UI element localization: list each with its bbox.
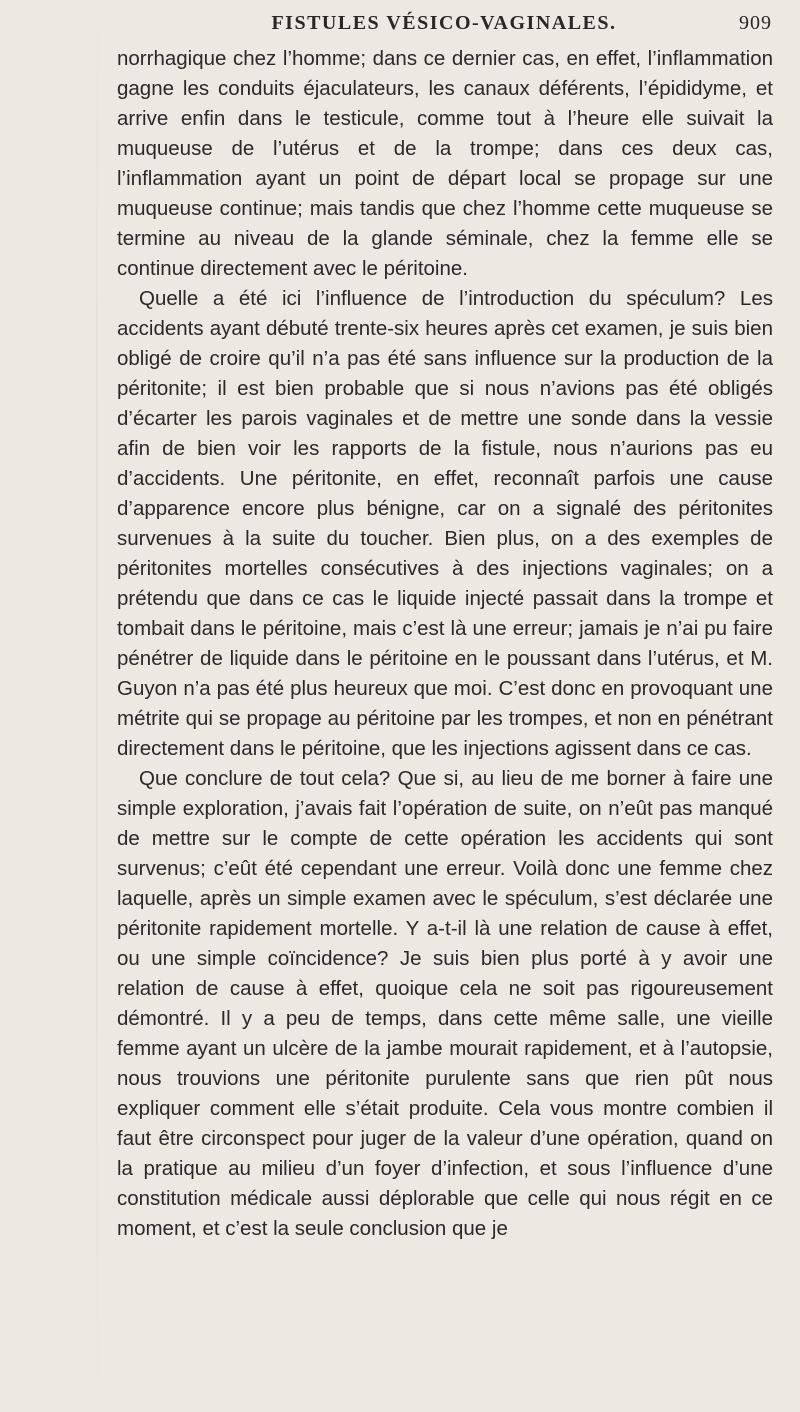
paragraph-continued: norrhagique chez l’homme; dans ce dernier cas, en effet, l’inflammation gagne les conduits éjaculateurs, les canaux déférents, l’épididyme, et arrive enfin dans le testicule, comme tout à l’heure elle suivait la muqueuse de l’utérus et de la trompe; dans ces deux cas, l’inflammation ayant un point de départ local se propage sur une muqueuse continue; mais tandis que chez l’homme cette muqueuse se termine au niveau de la glande séminale, chez la femme elle se continue directement avec le péritoine.	[117, 47, 773, 280]
page-number: 909	[739, 12, 772, 34]
paragraph-speculum: Quelle a été ici l’influence de l’introduction du spéculum? Les accidents ayant débuté trente-six heures après cet examen, je suis bien obligé de croire qu’il n’a pas été sans influence sur la production de la péritonite; il est bien probable que si nous n’avions pas été obligés d’écarter les parois vaginales et de mettre une sonde dans la vessie afin de bien voir les rapports de la fistule, nous n’aurions pas eu d’accidents. Une péritonite, en effet, reconnaît parfois une cause d’apparence encore plus bénigne, car on a signalé des péritonites survenues à la suite du toucher. Bien plus, on a des exemples de péritonites mortelles consécutives à des injections vaginales; on a prétendu que dans ce cas le liquide injecté passait dans la trompe et tombait dans le péritoine, mais c’est là une erreur; jamais je n’ai pu faire pénétrer de liquide dans le péritoine en le poussant dans l’utérus, et M. Guyon n’a pas été plus heureux que moi. C’est donc en provoquant une métrite qui se propage au péritoine par les trompes, et non en pénétrant directement dans le péritoine, que les injections agissent dans ce cas.	[117, 287, 773, 760]
running-title: FISTULES VÉSICO-VAGINALES.	[271, 12, 617, 34]
scan-shadow	[96, 0, 98, 1412]
page-header	[116, 6, 772, 40]
paragraph-conclusion: Que conclure de tout cela? Que si, au lieu de me borner à faire une simple exploration, j’avais fait l’opération de suite, on n’eût pas manqué de mettre sur le compte de cette opération les accidents qui sont survenus; c’eût été cependant une erreur. Voilà donc une femme chez laquelle, après un simple examen avec le spéculum, s’est déclarée une péritonite rapidement mortelle. Y a-t-il là une relation de cause à effet, ou une simple coïncidence? Je suis bien plus porté à y avoir une relation de cause à effet, quoique cela ne soit pas rigoureusement démontré. Il y a peu de temps, dans cette même salle, une vieille femme ayant un ulcère de la jambe mourait rapidement, et à l’autopsie, nous trouvions une péritonite purulente sans que rien pût nous expliquer comment elle s’était produite. Cela vous montre combien il faut être circonspect pour juger de la valeur d’une opération, quand on la pratique au milieu d’un foyer d’infection, et sous l’influence d’une constitution médicale aussi déplorable que celle qui nous régit en ce moment, et c’est la seule conclusion que je	[117, 767, 773, 1240]
body-text	[117, 44, 773, 1244]
